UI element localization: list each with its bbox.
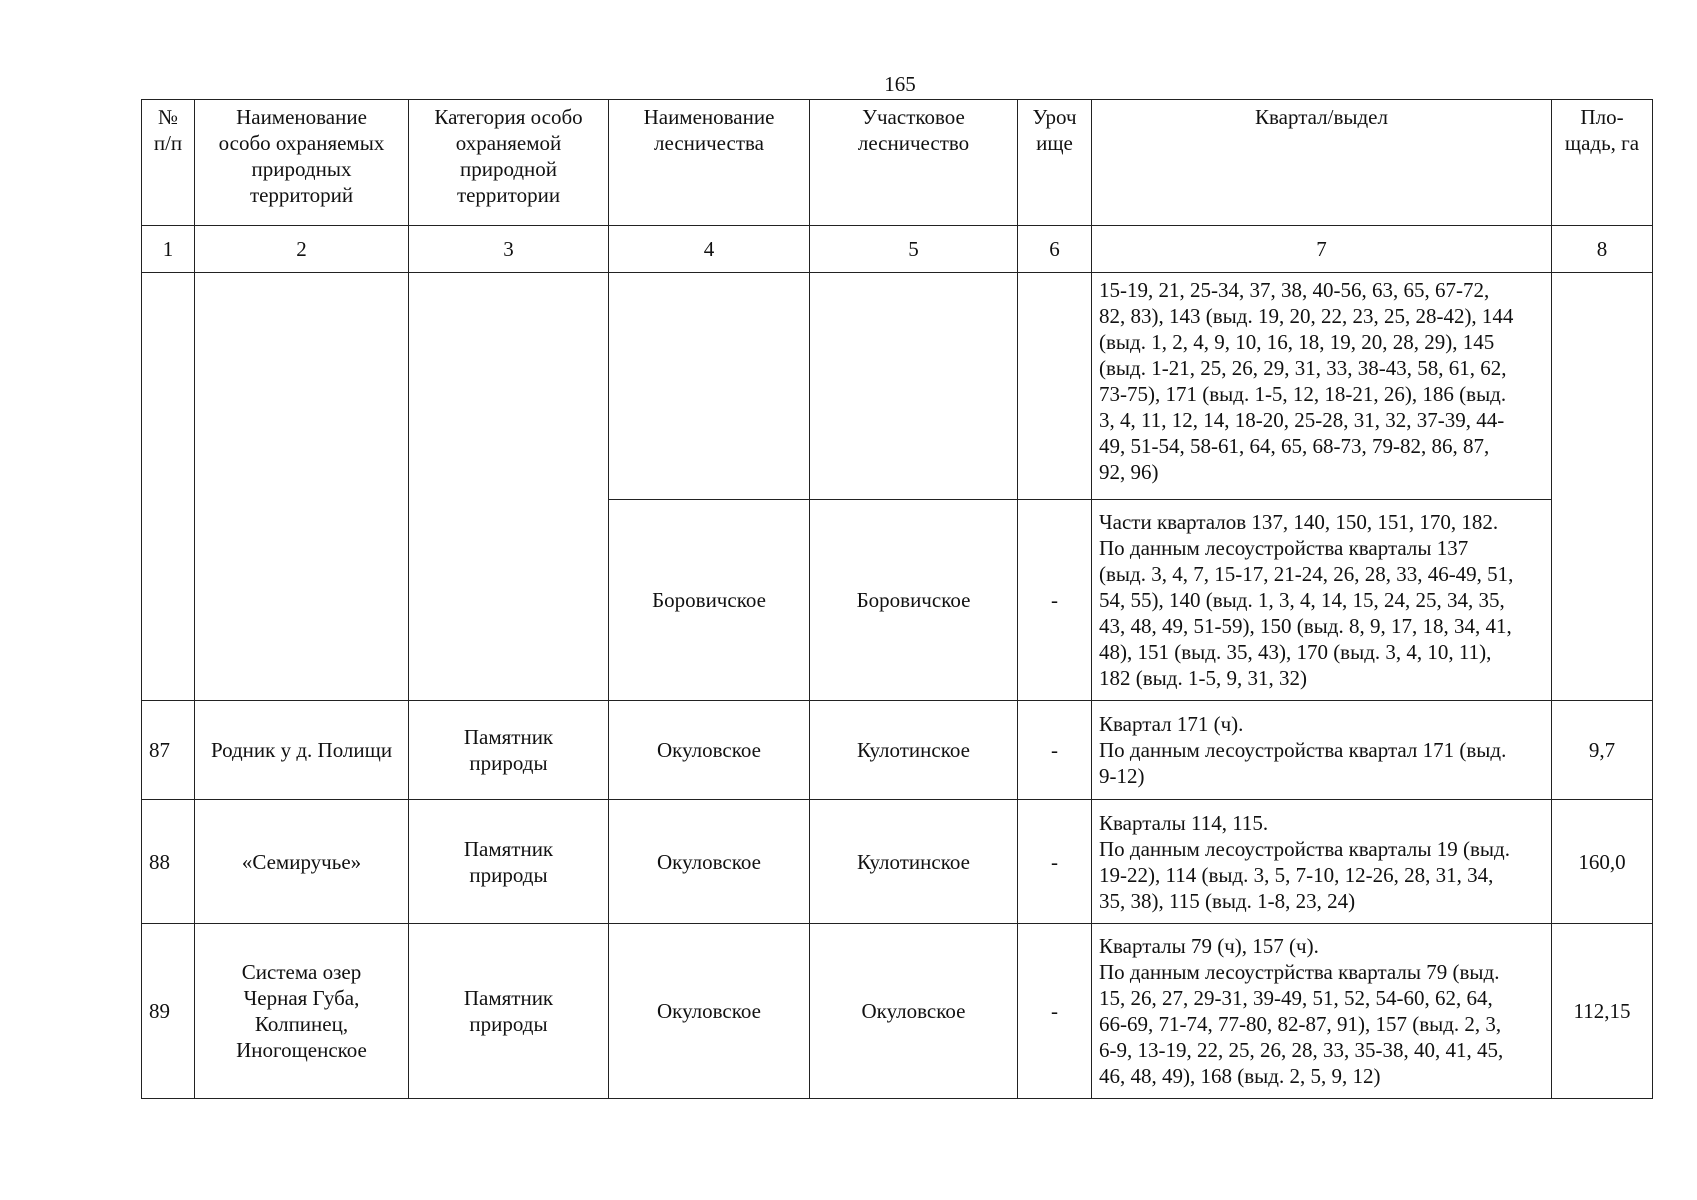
cell-forestry: Окуловское	[609, 924, 810, 1099]
cell-district: Кулотинское	[810, 800, 1018, 924]
table-row	[142, 800, 1653, 924]
page-number: 165	[884, 72, 916, 96]
cell-tract: -	[1018, 924, 1092, 1099]
cell-area: 160,0	[1552, 800, 1653, 924]
column-number: 6	[1018, 226, 1092, 273]
cell-tract: -	[1018, 701, 1092, 800]
cell-area: 9,7	[1552, 701, 1653, 800]
column-number: 2	[195, 226, 409, 273]
header-row	[142, 100, 1653, 226]
column-number: 4	[609, 226, 810, 273]
cell-quarters: Кварталы 114, 115. По данным лесоустройства кварталы 19 (выд. 19-22), 114 (выд. 3, 5, 7-10, 12-26, 28, 31, 34, 35, 38), 115 (выд. 1-8, 23, 24)	[1092, 800, 1552, 924]
cell-category: Памятник природы	[409, 701, 609, 800]
header-number: № п/п	[142, 100, 195, 226]
cell-district: Боровичское	[810, 500, 1018, 701]
cell-number	[142, 273, 195, 701]
table-row	[142, 701, 1653, 800]
column-number: 1	[142, 226, 195, 273]
cell-forestry: Боровичское	[609, 500, 810, 701]
cell-area: 112,15	[1552, 924, 1653, 1099]
header-quarter: Квартал/выдел	[1092, 100, 1552, 226]
cell-area	[1552, 273, 1653, 701]
column-number-row	[142, 226, 1653, 273]
cell-name	[195, 273, 409, 701]
cell-number: 89	[142, 924, 195, 1099]
cell-district: Кулотинское	[810, 701, 1018, 800]
column-number: 3	[409, 226, 609, 273]
protected-areas-table	[141, 99, 1653, 1099]
header-category: Категория особо охраняемой природной территории	[409, 100, 609, 226]
cell-category	[409, 273, 609, 701]
cell-name: Система озер Черная Губа, Колпинец, Иногощенское	[195, 924, 409, 1099]
cell-quarters: Квартал 171 (ч). По данным лесоустройства квартал 171 (выд. 9-12)	[1092, 701, 1552, 800]
cell-quarters: Части кварталов 137, 140, 150, 151, 170, 182. По данным лесоустройства кварталы 137 (выд. 3, 4, 7, 15-17, 21-24, 26, 28, 33, 46-49, 51, 54, 55), 140 (выд. 1, 3, 4, 14, 15, 24, 25, 34, 35, 43, 48, 49, 51-59), 150 (выд. 8, 9, 17, 18, 34, 41, 48), 151 (выд. 35, 43), 170 (выд. 3, 4, 10, 11), 182 (выд. 1-5, 9, 31, 32)	[1092, 500, 1552, 701]
header-name: Наименование особо охраняемых природных территорий	[195, 100, 409, 226]
cell-tract: -	[1018, 800, 1092, 924]
cell-name: «Семиручье»	[195, 800, 409, 924]
cell-number: 88	[142, 800, 195, 924]
cell-tract: -	[1018, 500, 1092, 701]
cell-category: Памятник природы	[409, 800, 609, 924]
column-number: 7	[1092, 226, 1552, 273]
cell-category: Памятник природы	[409, 924, 609, 1099]
table-row	[142, 273, 1653, 500]
cell-name: Родник у д. Полищи	[195, 701, 409, 800]
header-district-forestry: Участковое лесничество	[810, 100, 1018, 226]
header-tract: Уроч ище	[1018, 100, 1092, 226]
header-forestry: Наименование лесничества	[609, 100, 810, 226]
table-row	[142, 924, 1653, 1099]
cell-forestry: Окуловское	[609, 800, 810, 924]
column-number: 5	[810, 226, 1018, 273]
cell-quarters: Кварталы 79 (ч), 157 (ч). По данным лесоустрйства кварталы 79 (выд. 15, 26, 27, 29-31, 39-49, 51, 52, 54-60, 62, 64, 66-69, 71-74, 77-80, 82-87, 91), 157 (выд. 2, 3, 6-9, 13-19, 22, 25, 26, 28, 33, 35-38, 40, 41, 45, 46, 48, 49), 168 (выд. 2, 5, 9, 12)	[1092, 924, 1552, 1099]
cell-district	[810, 273, 1018, 500]
cell-forestry	[609, 273, 810, 500]
cell-tract	[1018, 273, 1092, 500]
cell-quarters: 15-19, 21, 25-34, 37, 38, 40-56, 63, 65, 67-72, 82, 83), 143 (выд. 19, 20, 22, 23, 25, 28-42), 144 (выд. 1, 2, 4, 9, 10, 16, 18, 19, 20, 28, 29), 145 (выд. 1-21, 25, 26, 29, 31, 33, 38-43, 58, 61, 62, 73-75), 171 (выд. 1-5, 12, 18-21, 26), 186 (выд. 3, 4, 11, 12, 14, 18-20, 25-28, 31, 32, 37-39, 44- 49, 51-54, 58-61, 64, 65, 68-73, 79-82, 86, 87, 92, 96)	[1092, 273, 1552, 500]
cell-number: 87	[142, 701, 195, 800]
cell-forestry: Окуловское	[609, 701, 810, 800]
header-area: Пло- щадь, га	[1552, 100, 1653, 226]
cell-district: Окуловское	[810, 924, 1018, 1099]
column-number: 8	[1552, 226, 1653, 273]
